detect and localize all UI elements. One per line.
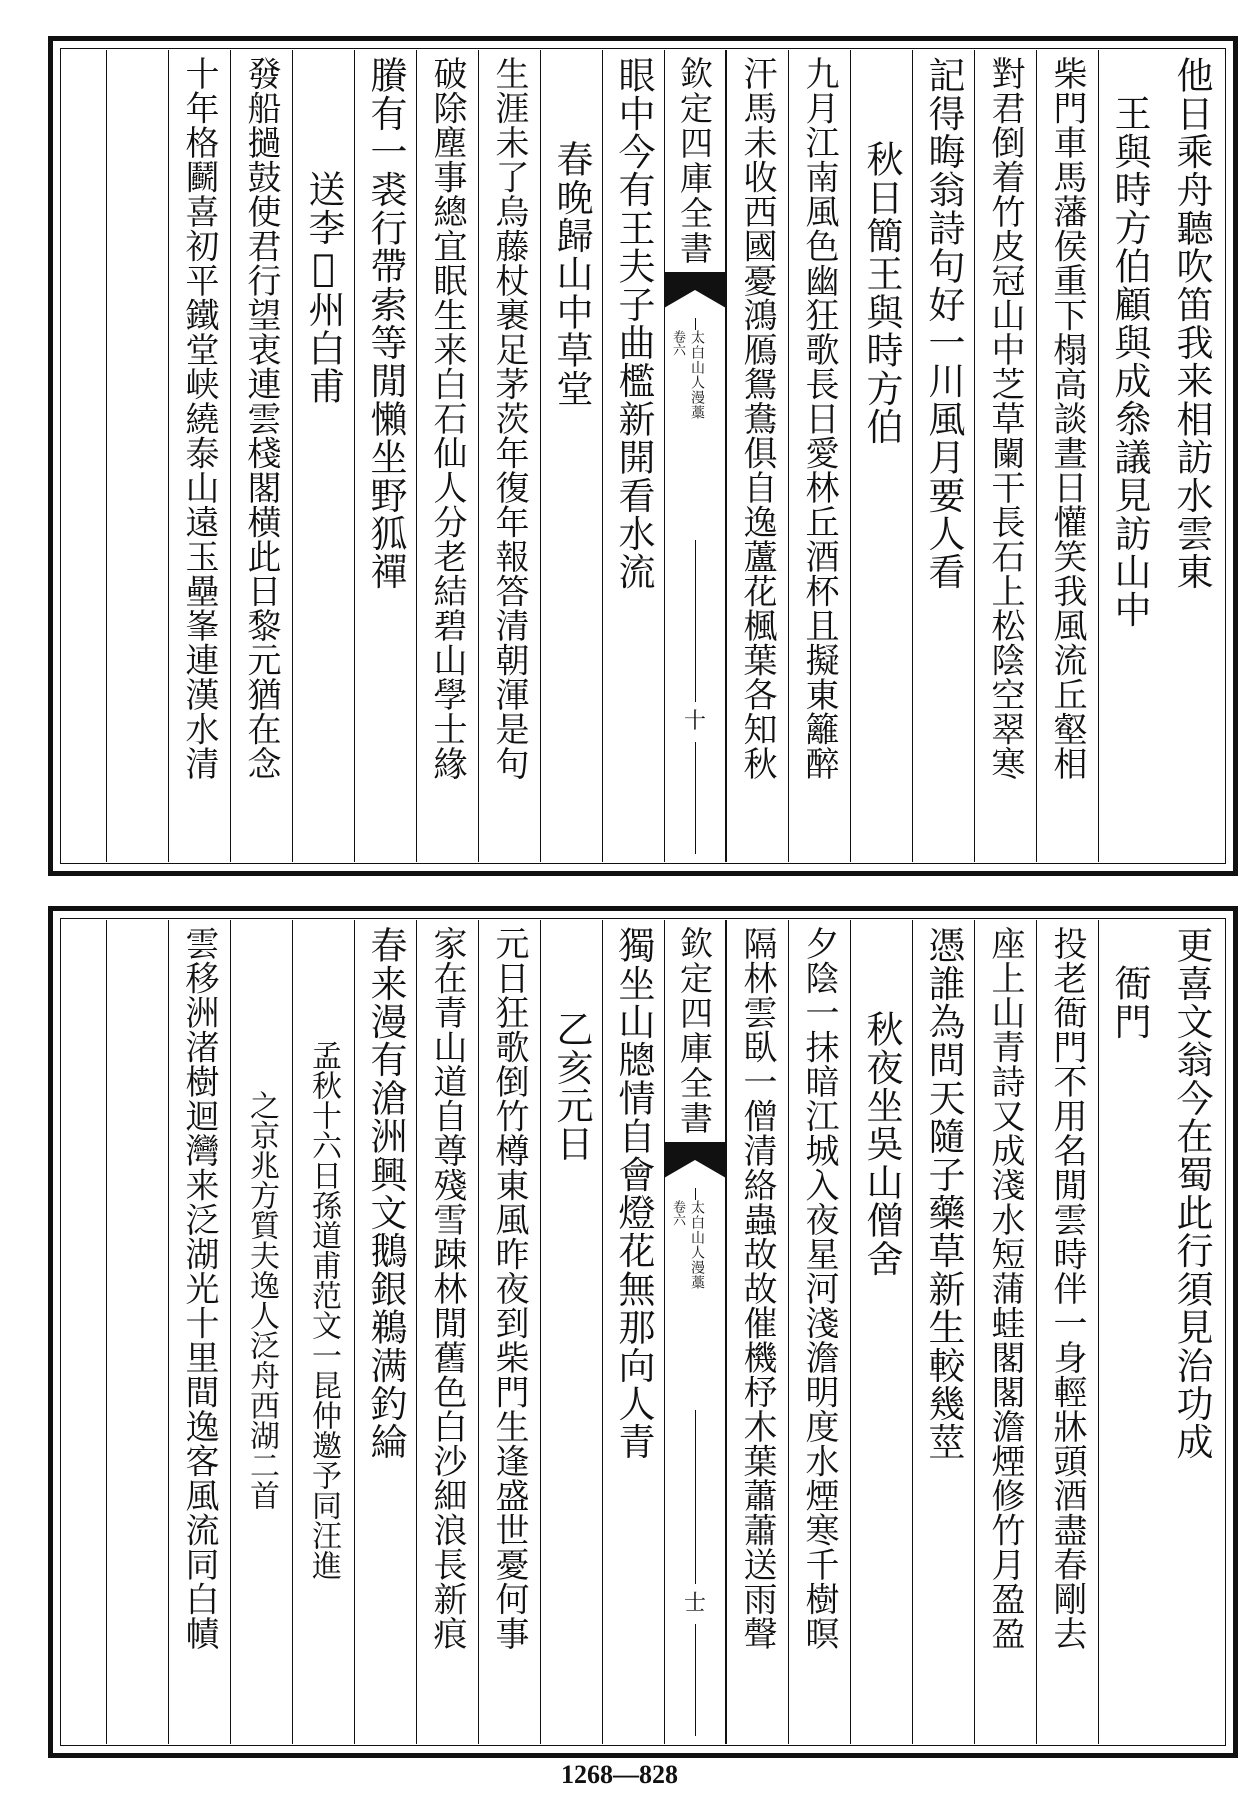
upper-page-panel [48,36,1238,876]
text-column [974,920,1036,1744]
column-text: 汗馬未收西國憂鴻鴈鴛鴦俱自逸蘆花楓葉各知秋 [737,56,777,781]
column-text: 春来漫有滄洲興文鵝銀鵜满釣綸 [364,926,407,1461]
fishtail-mark-icon [664,1142,726,1178]
text-column [354,50,416,862]
text-column [416,50,478,862]
text-column [726,50,788,862]
column-text: 九月江南風色幽狂歌長日愛林丘酒杯且擬東籬醉 [799,56,839,781]
column-text: 獨坐山牕情自會燈花無那向人青 [612,926,655,1461]
text-column [788,50,850,862]
column-text: 眼中今有王夫子曲檻新開看水流 [612,56,655,591]
page-number: 士 [665,1584,725,1624]
column-text: 他日乘舟聽吹笛我来相訪水雲東 [1170,56,1213,591]
column-text: 隔林雲臥一僧清絡蟲故故催機杼木葉蕭蕭送雨聲 [737,926,777,1651]
text-column [1160,920,1222,1744]
fishtail-mark-icon [664,272,726,308]
book-title: 欽定四庫全書 [675,56,714,266]
book-subtitle: 太白山人漫藁 [687,330,707,540]
text-column [168,50,230,862]
book-title: 欽定四庫全書 [675,926,714,1136]
column-text: 雲移洲渚樹迴灣来泛湖光十里間逸客風流同白幘 [179,926,219,1651]
column-text: 家在青山道自尊殘雪踈林閒舊色白沙細浪長新痕 [427,926,467,1651]
column-text: 夕陰一抹暗江城入夜星河淺澹明度水煙寒千樹暝 [799,926,839,1651]
column-text: 賸有一裘行帶索等閒懶坐野狐禪 [364,56,407,591]
text-column [230,920,292,1744]
text-column [1036,50,1098,862]
column-text: 對君倒着竹皮冠山中芝草闌干長石上松陰空翠寒 [985,56,1025,781]
column-text: 衙門 [1108,964,1151,1041]
text-column [850,50,912,862]
lower-page-panel [48,906,1238,1758]
column-text: 生涯未了烏藤杖裹足茅茨年復年報答清朝渾是句 [489,56,529,781]
column-text: 乙亥元日 [550,1010,593,1163]
column-text: 孟秋十六日孫道甫范文一昆仲邀予同汪進 [306,1040,341,1580]
center-margin-column [664,920,726,1744]
column-text: 發船撾鼓使君行望衷連雲棧閣横此日黎元猶在念 [241,56,281,781]
column-text: 春晚歸山中草堂 [550,140,593,408]
text-column [292,920,354,1744]
center-margin-column [664,50,726,862]
text-column [478,920,540,1744]
column-text: 記得晦翁詩句好一川風月要人看 [922,56,965,591]
text-column [354,920,416,1744]
text-column [974,50,1036,862]
text-column [726,920,788,1744]
text-column [540,920,602,1744]
text-column [912,920,974,1744]
text-column [168,920,230,1744]
text-column [1036,920,1098,1744]
column-text: 更喜文翁今在蜀此行須見治功成 [1170,926,1213,1461]
column-text: 元日狂歌倒竹樽東風昨夜到柴門生逢盛世憂何事 [489,926,529,1651]
column-text: 投老衙門不用名閒雲時伴一身輕牀頭酒盡春剛去 [1047,926,1087,1651]
text-column [1098,920,1160,1744]
volume-label: 卷六 [668,330,686,390]
column-text: 秋日簡王與時方伯 [860,140,903,446]
column-text: 王與時方伯顧與成叅議見訪山中 [1108,94,1151,629]
column-text: 座上山青詩又成淺水短蒲蛙閣閣澹煙修竹月盈盈 [985,926,1025,1651]
text-column [540,50,602,862]
text-column [292,50,354,862]
column-text: 柴門車馬藩侯重下榻高談晝日懽笑我風流丘壑相 [1047,56,1087,781]
text-column [850,920,912,1744]
text-column [230,50,292,862]
text-column [602,920,664,1744]
column-text: 之京兆方質夫逸人泛舟西湖二首 [244,1090,279,1510]
text-column [478,50,540,862]
column-text: 憑誰為問天隨子藥草新生較幾莖 [922,926,965,1461]
text-column [912,50,974,862]
text-column [602,50,664,862]
column-text: 秋夜坐吳山僧舍 [860,1010,903,1278]
volume-label: 卷六 [668,1200,686,1260]
page-number: 十 [665,702,725,742]
blank-column [106,50,168,862]
text-column [1160,50,1222,862]
blank-column [106,920,168,1744]
text-column [1098,50,1160,862]
column-text: 破除塵事總宜眠生来白石仙人分老結碧山學士緣 [427,56,467,781]
text-column [416,920,478,1744]
text-column [788,920,850,1744]
column-text: 十年格鬬喜初平鐵堂峡繞泰山遠玉壘峯連漢水清 [179,56,219,781]
book-subtitle: 太白山人漫藁 [687,1200,707,1410]
column-text: 送李𥹬州白甫 [302,170,345,406]
page-code: 1268—828 [561,1760,678,1789]
